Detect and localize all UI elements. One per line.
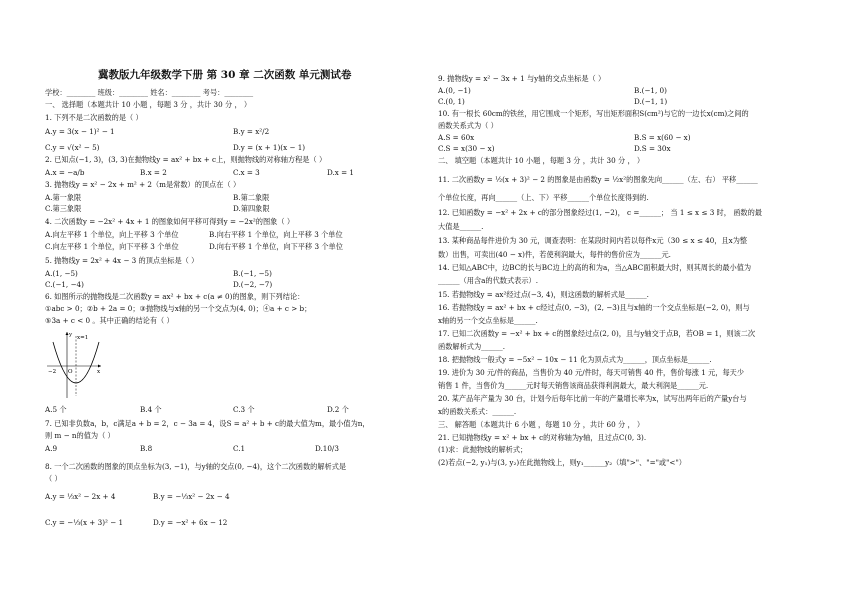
question-1: 1. 下列不是二次函数的是（ ） — [45, 113, 143, 122]
question-3: 3. 抛物线y = x² − 2x + m² + 2（m是常数）的顶点在（ ） — [45, 180, 241, 189]
option-b: B.第二象限 — [233, 193, 270, 202]
option-a: A.向左平移 1 个单位，向上平移 3 个单位 — [45, 230, 179, 239]
question-7-cont: 则 m − n的值为（ ） — [45, 431, 115, 440]
parabola-figure — [45, 328, 103, 400]
option-d: D.y = −x² + 6x − 12 — [153, 518, 228, 527]
x-axis-label: x — [97, 369, 101, 375]
option-c: C.y = √(x² − 5) — [45, 143, 100, 152]
question-21-part-1: (1)求：此抛物线的解析式； — [438, 445, 528, 454]
option-d: D.y = (x + 1)(x − 1) — [233, 143, 306, 152]
option-d: D.2 个 — [327, 405, 349, 414]
question-19-cont: 销售 1 件，当售价为______元时每天销售该商品获得利润最大，最大利润是______元. — [438, 381, 709, 390]
origin-label: O — [68, 369, 73, 375]
question-6: 6. 如图所示的抛物线是二次函数y = ax² + bx + c(a ≠ 0)的图象，则下列结论： — [45, 292, 305, 301]
section-heading: 三、 解答题（本题共计 6 小题 ，每题 10 分 ，共计 60 分 ， ） — [438, 420, 645, 429]
option-c: C.S = x(30 − x) — [438, 144, 495, 153]
option-b: B.(−1, −5) — [233, 269, 272, 278]
question-12: 12. 已知函数y = −x² + 2x + c的部分图象经过(1, −2)， c =______； 当 1 ≤ x ≤ 3 时， 函数的最 — [438, 208, 762, 217]
option-c: C.x = 3 — [233, 168, 260, 177]
option-d: D.x = 1 — [327, 168, 355, 177]
option-b: B.x = 2 — [140, 168, 167, 177]
question-20: 20. 某产品年产量为 30 台，计划今后每年比前一年的产量增长率为x，试写出两年后的产量y台与 — [438, 394, 747, 403]
question-17-cont: 函数解析式为______. — [438, 342, 505, 351]
question-12-cont: 大值是______. — [438, 222, 484, 231]
intercept-label: −2 — [48, 369, 57, 375]
header-fields: 学校：________ 班级：________ 姓名：________ 考号：________ — [45, 88, 254, 97]
question-20-cont: x的函数关系式：______. — [438, 407, 517, 416]
x-axis-arrow — [98, 365, 101, 368]
y-axis-label: y — [69, 332, 73, 338]
option-a: A.S = 60x — [438, 133, 475, 142]
question-4: 4. 二次函数y = −2x² + 4x + 1 的图象如何平移可得到y = −2x²的图象（ ） — [45, 217, 295, 226]
option-b: B.y = x²/2 — [233, 127, 270, 136]
question-10-cont: 函数关系式为（ ） — [438, 121, 498, 130]
option-c: C.3 个 — [233, 405, 255, 414]
option-c: C.(−1, −4) — [45, 280, 84, 289]
option-b: B.向右平移 1 个单位，向上平移 3 个单位 — [209, 230, 343, 239]
question-18: 18. 把抛物线一般式y = −5x² − 10x − 11 化为顶点式为______，顶点坐标是______. — [438, 355, 712, 364]
option-d: D.(−1, 1) — [634, 97, 668, 106]
option-b: B.8 — [140, 444, 153, 453]
section-heading: 二、 填空题（本题共计 10 小题 ，每题 3 分 ，共计 30 分 ， ） — [438, 156, 645, 165]
section-heading: 一、 选择题（本题共计 10 小题 ，每题 3 分 ，共计 30 分 ， ） — [45, 100, 252, 109]
option-a: A.第一象限 — [45, 193, 82, 202]
option-a: A.y = ⅓x² − 2x + 4 — [45, 492, 116, 501]
question-11-cont: 个单位长度，再向______（上、下）平移______个单位长度得到的. — [438, 193, 649, 202]
question-8: 8. 一个二次函数的图象的顶点坐标为(3, −1)，与y轴的交点(0, −4)，这个二次函数的解析式是 — [45, 462, 347, 471]
question-8-cont: （ ） — [45, 474, 62, 483]
question-15: 15. 若抛物线y = ax²经过点(−3, 4)，则这函数的解析式是______. — [438, 290, 649, 299]
question-17: 17. 已知二次函数y = −x² + bx + c的图象经过点(2, 0)，且与y轴交于点B，若OB = 1，则该二次 — [438, 329, 756, 338]
question-13: 13. 某种商品每件进价为 30 元，调查表明：在某段时间内若以每件x元（30 ≤ x ≤ 40，且x为整 — [438, 236, 748, 245]
option-d: D.向右平移 1 个单位，向下平移 3 个单位 — [209, 242, 343, 251]
question-19: 19. 进价为 30 元/件的商品，当售价为 40 元/件时，每天可销售 40 件，售价每涨 1 元，每天少 — [438, 368, 745, 377]
option-c: C.1 — [233, 444, 246, 453]
question-11: 11. 二次函数y = ½(x + 3)² − 2 的图象是由函数y = ½x²的图象先向______（左、右） 平移______ — [438, 175, 758, 184]
option-b: B.S = x(60 − x) — [634, 133, 691, 142]
question-21: 21. 已知抛物线y = x² + bx + c的对称轴为y轴，且过点C(0, 3). — [438, 433, 647, 442]
option-d: D.(−2, −7) — [233, 280, 273, 289]
option-c: C.(0, 1) — [438, 97, 465, 106]
question-16: 16. 若抛物线y = ax² + bx + c经过点(0, −3)，(2, −3)且与x轴的一个交点坐标是(−2, 0)，则与 — [438, 303, 750, 312]
question-16-cont: x轴的另一个交点坐标是______. — [438, 316, 538, 325]
symmetry-label: x=1 — [77, 335, 89, 341]
option-a: A.9 — [45, 444, 58, 453]
question-10: 10. 有一根长 60cm的铁丝，用它围成一个矩形，写出矩形面积S(cm²)与它的一边长x(cm)之间的 — [438, 109, 749, 118]
question-7: 7. 已知非负数a，b，c满足a + b = 2，c − 3a = 4，设S = a² + b + c的最大值为m，最小值为n， — [45, 419, 370, 428]
question-6-prompt: ⑤3a + c < 0 。其中正确的结论有（ ） — [45, 316, 174, 325]
option-a: A.x = −a/b — [45, 168, 85, 177]
option-d: D.第四象限 — [233, 204, 270, 213]
question-9: 9. 抛物线y = x² − 3x + 1 与y轴的交点坐标是（ ） — [438, 74, 606, 83]
page-title: 冀教版九年级数学下册 第 30 章 二次函数 单元测试卷 — [98, 69, 352, 81]
question-5: 5. 抛物线y = 2x² + 4x − 3 的顶点坐标是（ ） — [45, 256, 199, 265]
option-d: D.S = 30x — [634, 144, 671, 153]
option-d: D.10/3 — [315, 444, 339, 453]
option-a: A.(1, −5) — [45, 269, 78, 278]
option-a: A.5 个 — [45, 405, 67, 414]
question-6-conditions: ①abc > 0；②b + 2a = 0；③抛物线与x轴的另一个交点为(4, 0)；④a + c > b； — [45, 304, 312, 313]
question-14-cont: ______（用含a的代数式表示）. — [438, 276, 539, 285]
option-b: B.4 个 — [140, 405, 162, 414]
option-c: C.第三象限 — [45, 204, 82, 213]
option-c: C.向左平移 1 个单位，向下平移 3 个单位 — [45, 242, 179, 251]
option-b: B.y = −⅓x² − 2x − 4 — [153, 492, 230, 501]
question-14: 14. 已知△ABC中，边BC的长与BC边上的高的和为a，当△ABC面积最大时，则其周长的最小值为 — [438, 263, 752, 272]
question-2: 2. 已知点(−1, 3)，(3, 3)在抛物线y = ax² + bx + c上，则抛物线的对称轴方程是（ ） — [45, 155, 327, 164]
question-21-part-2: (2)若点(−2, y₁)与(3, y₂)在此抛物线上，则y₁______y₂（填">"、"="或"<"） — [438, 458, 686, 467]
option-a: A.(0, −1) — [438, 86, 471, 95]
option-c: C.y = −⅓(x + 3)² − 1 — [45, 518, 124, 527]
option-b: B.(−1, 0) — [634, 86, 667, 95]
question-13-cont: 数）出售，可卖出(40 − x)件，若使利润最大，每件的售价应为______元. — [438, 250, 671, 259]
option-a: A.y = 3(x − 1)² − 1 — [45, 127, 115, 136]
